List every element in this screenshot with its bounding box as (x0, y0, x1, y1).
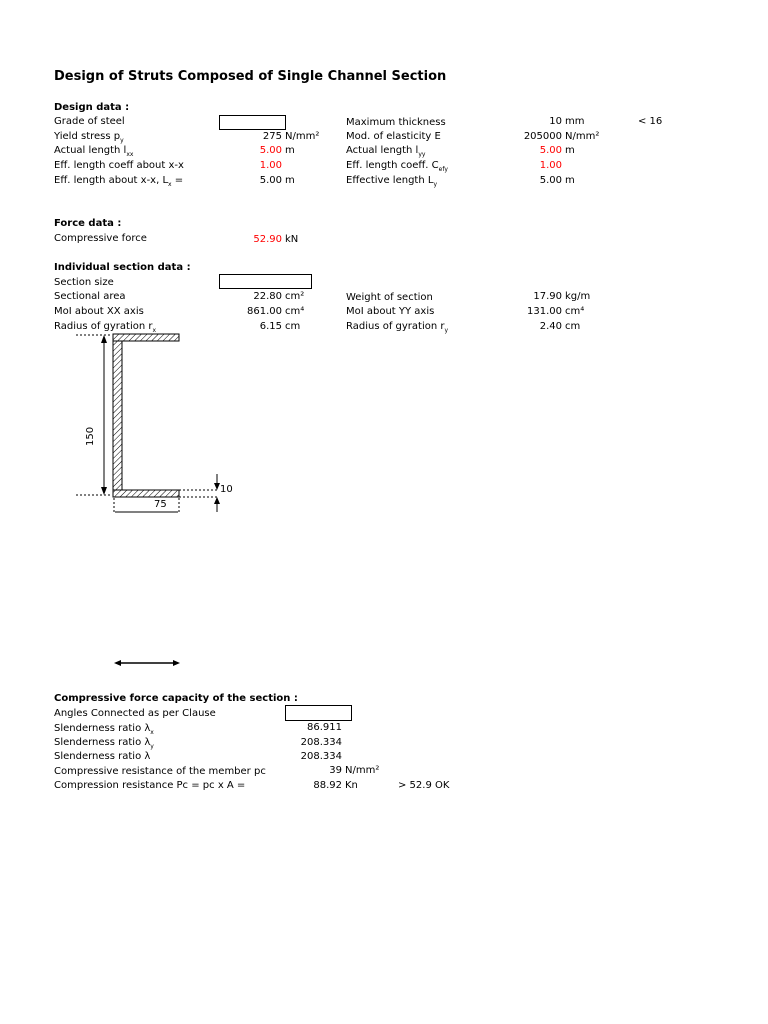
lxx-value[interactable]: 5.00 (259, 145, 282, 156)
moi-xx-value: 861.00 (247, 306, 282, 317)
modulus-label: Mod. of elasticity E (346, 131, 441, 142)
modulus-unit: N/mm² (565, 131, 600, 142)
compressive-force-label: Compressive force (54, 233, 147, 244)
depth-label: 150 (85, 426, 96, 446)
moi-yy-unit: cm⁴ (565, 306, 585, 317)
yield-stress-label: Yield stress $p_y$ (54, 131, 124, 144)
lyy-value[interactable]: 5.00 (539, 145, 562, 156)
weight-unit: kg/m (565, 291, 591, 302)
max-thickness-value: 10 (549, 116, 562, 127)
effy-length-value: 5.00 (539, 175, 562, 186)
radius-y-label: Radius of gyration $r_y$ (346, 321, 449, 334)
thickness-label: 10 (220, 484, 233, 495)
clause-input-cell[interactable] (285, 705, 352, 721)
clause-label: Angles Connected as per Clause (54, 708, 216, 719)
compressive-force-value[interactable]: 52.90 (253, 234, 282, 245)
lyy-unit: m (565, 145, 575, 156)
grade-label: Grade of steel (54, 116, 125, 127)
radius-y-value: 2.40 (539, 321, 562, 332)
Pc-label: Compression resistance Pc = pc x A = (54, 780, 246, 791)
sectional-area-value: 22.80 (253, 291, 282, 302)
pc-unit: N/mm² (345, 765, 380, 776)
section-size-label: Section size (54, 277, 114, 288)
weight-label: Weight of section (346, 292, 433, 303)
effy-coeff-label: Eff. length coeff. $C_{efy}$ (346, 160, 448, 173)
effy-length-label: Effective length $L_y$ (346, 175, 437, 188)
effx-length-value: 5.00 (259, 175, 282, 186)
effx-length-label: Eff. length about x-x, $L_x$ = (54, 175, 184, 188)
Pc-value: 88.92 (313, 780, 342, 791)
effx-coeff-value[interactable]: 1.00 (259, 160, 282, 171)
slenderness-x-label: Slenderness ratio $\lambda_x$ (54, 723, 154, 736)
slenderness-y-value: 208.334 (300, 737, 342, 748)
page-title: Design of Struts Composed of Single Channel Section (54, 69, 447, 84)
lxx-label: Actual length $l_{xx}$ (54, 145, 134, 158)
modulus-value: 205000 (523, 131, 562, 142)
yield-stress-unit: N/mm² (285, 131, 320, 142)
Pc-unit: Kn (345, 780, 358, 791)
lxx-unit: m (285, 145, 295, 156)
top-flange (113, 334, 179, 341)
radius-x-unit: cm (285, 321, 301, 332)
moi-xx-unit: cm⁴ (285, 306, 305, 317)
radius-x-value: 6.15 (259, 321, 282, 332)
design-data-heading: Design data : (54, 102, 130, 113)
max-thickness-label: Maximum thickness (346, 117, 446, 128)
pc-label: Compressive resistance of the member pc (54, 766, 266, 777)
slenderness-value: 208.334 (300, 751, 342, 762)
compressive-force-unit: kN (285, 234, 299, 245)
weight-value: 17.90 (533, 291, 562, 302)
yield-stress-value: 275 (262, 131, 282, 142)
moi-yy-value: 131.00 (527, 306, 562, 317)
radius-x-label: Radius of gyration $r_x$ (54, 321, 157, 334)
max-thickness-note: < 16 (638, 116, 663, 127)
slenderness-label: Slenderness ratio λ (54, 751, 151, 762)
sectional-area-label: Sectional area (54, 291, 126, 302)
flange-width-label: 75 (154, 499, 167, 510)
max-thickness-unit: mm (565, 116, 585, 127)
effx-length-unit: m (285, 175, 295, 186)
lyy-label: Actual length $l_{yy}$ (346, 145, 426, 158)
effy-coeff-value[interactable]: 1.00 (539, 160, 562, 171)
pc-value: 39 (329, 765, 342, 776)
force-data-heading: Force data : (54, 218, 122, 229)
web (113, 341, 122, 490)
radius-y-unit: cm (565, 321, 581, 332)
capacity-heading: Compressive force capacity of the section : (54, 693, 298, 704)
effy-length-unit: m (565, 175, 575, 186)
Pc-check: > 52.9 OK (398, 780, 450, 791)
bottom-flange (113, 490, 179, 497)
moi-yy-label: MoI about YY axis (346, 306, 435, 317)
sectional-area-unit: cm² (285, 291, 305, 302)
slenderness-y-label: Slenderness ratio $\lambda_y$ (54, 737, 154, 750)
section-data-heading: Individual section data : (54, 262, 191, 273)
effx-coeff-label: Eff. length coeff about x-x (54, 160, 184, 171)
slenderness-x-value: 86.911 (307, 722, 342, 733)
moi-xx-label: MoI about XX axis (54, 306, 144, 317)
